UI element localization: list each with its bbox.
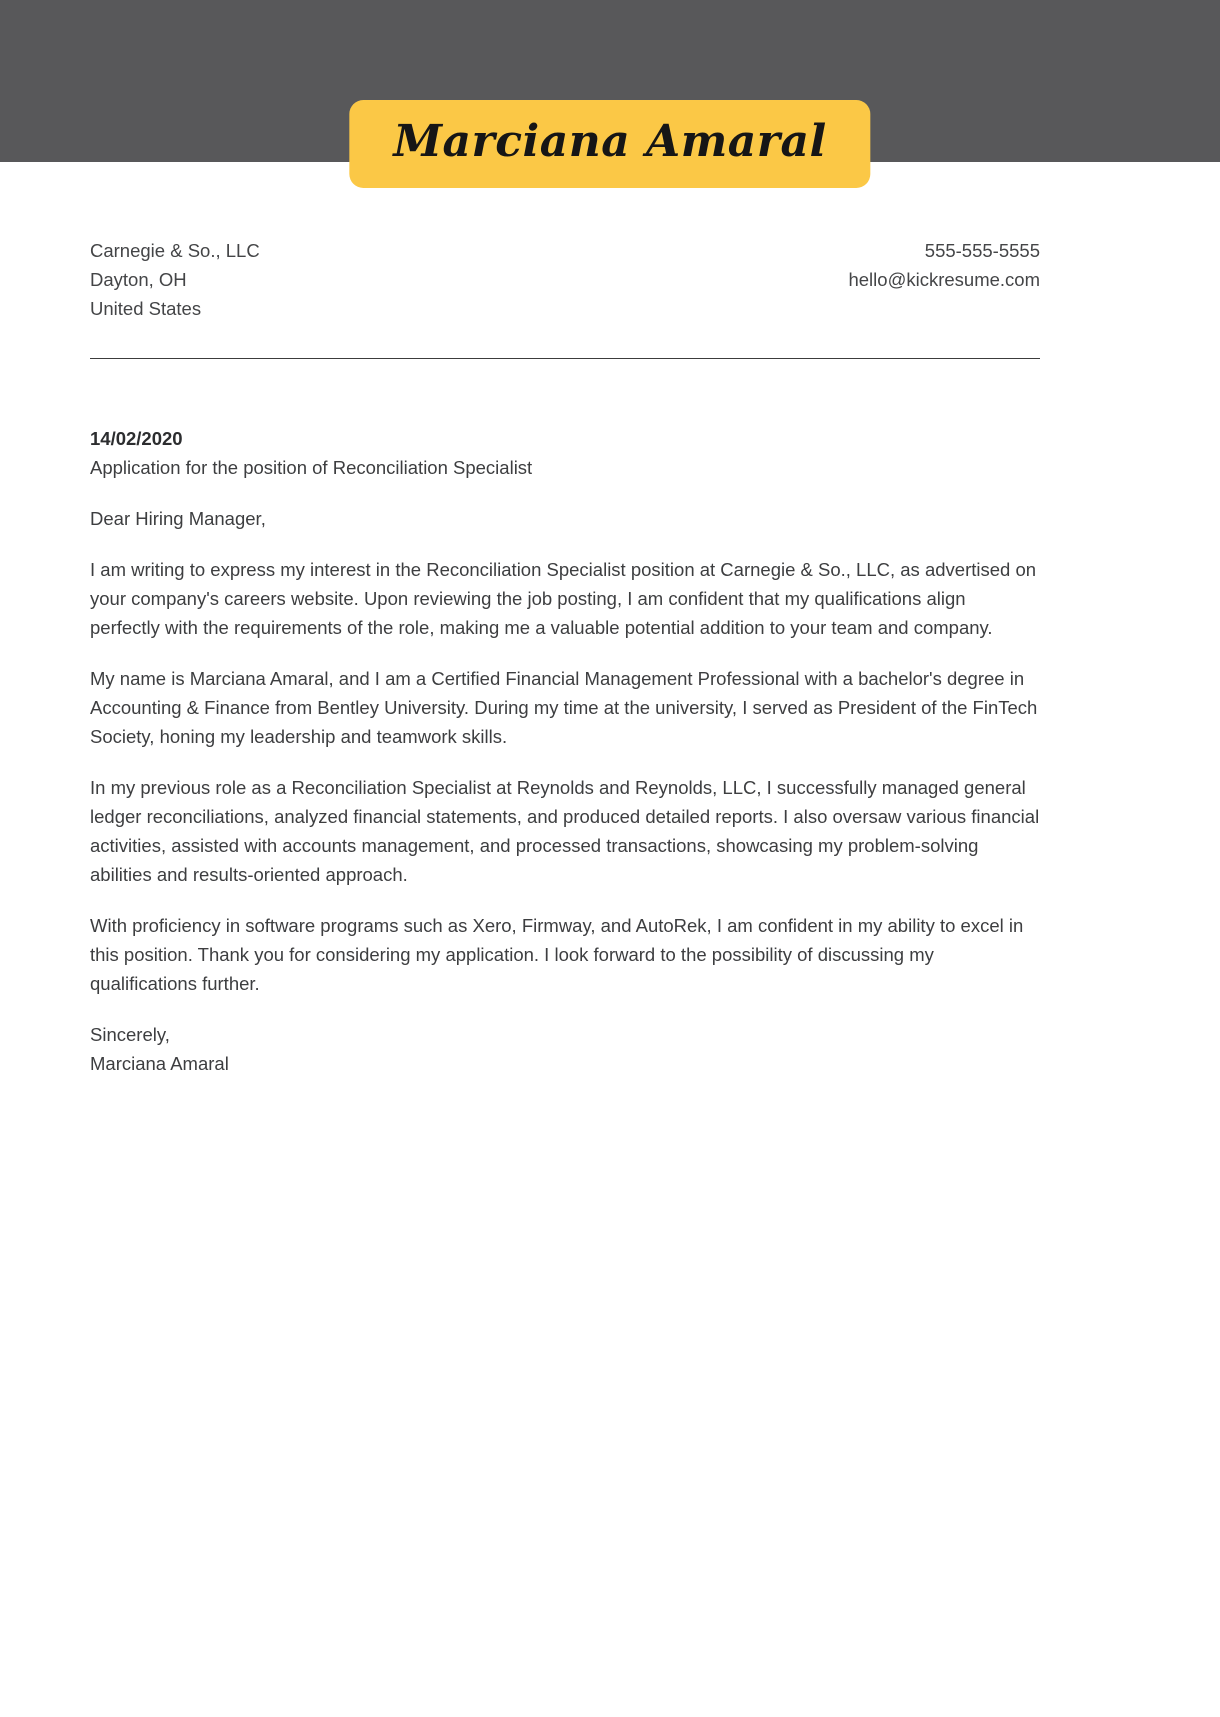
letter-date: 14/02/2020 [90,428,183,449]
name-badge [349,100,870,188]
letter-paragraph: I am writing to express my interest in the Reconciliation Specialist position at Carnegie & So., LLC, as advertised on your company's careers website. Upon reviewing the job posting, I am confident that my qualifications align perfectly with the requirements of the role, making me a valuable potential addition to your team and company. [90,559,1037,638]
letter-paragraph: My name is Marciana Amaral, and I am a Certified Financial Management Professional with a bachelor's degree in Accounting & Finance from Bentley University. During my time at the university, I served as President of the FinTech Society, honing my leadership and teamwork skills. [90,668,1038,747]
recipient-country: United States [90,298,202,319]
letter-signoff: Sincerely, [90,1024,170,1045]
letter-paragraph: With proficiency in software programs such as Xero, Firmway, and AutoRek, I am confident in my ability to excel in this position. Thank you for considering my application. I look forward to the possibility of discussing my qualifications further. [90,915,1024,994]
recipient-city-state: Dayton, OH [90,269,187,290]
letter-body [90,424,1040,1078]
recipient-company: Carnegie & So., LLC [90,240,260,261]
contact-header [90,236,1040,323]
letter-paragraph: In my previous role as a Reconciliation Specialist at Reynolds and Reynolds, LLC, I successfully managed general ledger reconciliations, analyzed financial statements, and produced detailed reports. I also oversaw various financial activities, assisted with accounts management, and processed transactions, showcasing my problem-solving abilities and results-oriented approach. [90,777,1040,885]
letter-subject: Application for the position of Reconciliation Specialist [90,457,533,478]
applicant-name: Marciana Amaral [393,116,827,167]
sender-contact-block [848,236,1040,294]
letter-salutation: Dear Hiring Manager, [90,508,266,529]
letter-signature: Marciana Amaral [90,1053,229,1074]
sender-phone: 555-555-5555 [924,240,1040,261]
header-divider [90,358,1040,359]
sender-email: hello@kickresume.com [848,269,1040,290]
recipient-address-block [90,236,260,323]
